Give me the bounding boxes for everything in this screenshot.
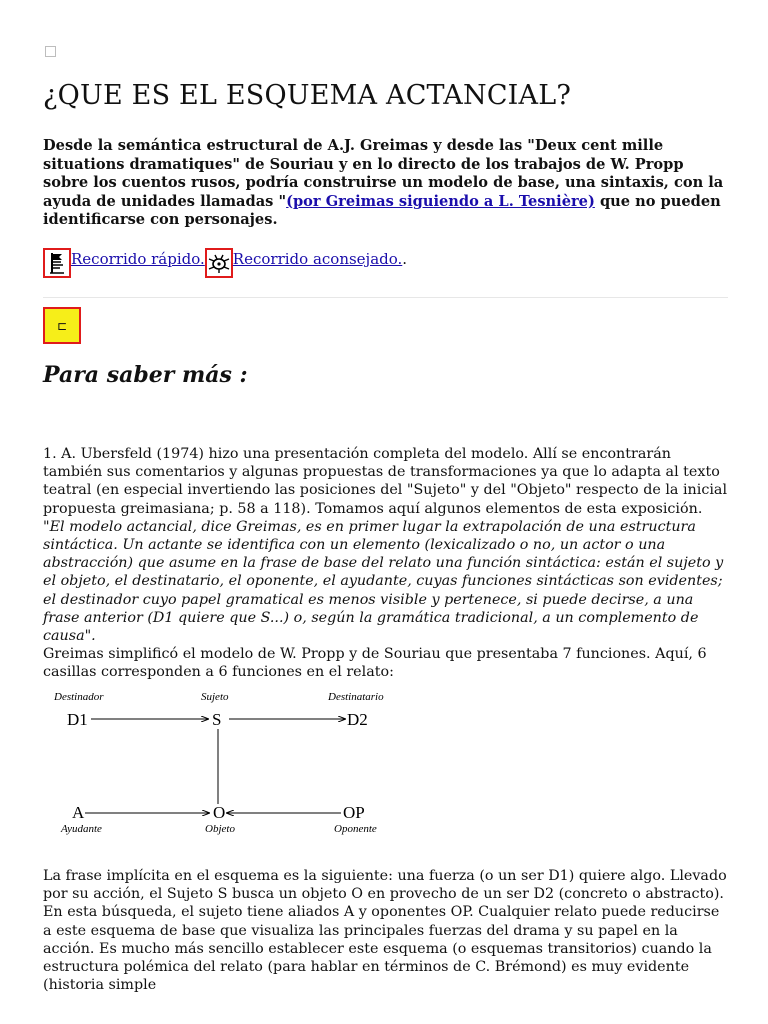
oponente-label: Oponente: [334, 823, 377, 835]
advised-route-link[interactable]: Recorrido aconsejado.: [232, 250, 403, 268]
paragraph-implicit-sentence: La frase implícita en el esquema es la siguiente: una fuerza (o un ser D1) quiere algo. Llevado por su acción, el Sujeto S busca un objeto O en provecho de un ser D2 (concreto o abstracto). En esta búsqueda, el sujeto tiene aliados A y oponentes OP. Cualquier relato puede reducirse a este esquema de base que visualiza las principales fuerzas del drama y su papel en la acción. Es mucho más sencillo establecer este esquema (o esquemas transitorios) cuando la estructura polémica del relato (para hablar en términos de C. Brémond) es muy evidente (historia simple: [43, 868, 727, 994]
intro-text-before: Desde la semántica estructural de A.J. Greimas y desde las "Deux cent mille situations dramatiques" de Souriau y en lo directo de los trabajos de W. Propp sobre los cuentos rusos, podría construirse un modelo de base, una sintaxis, con la ayuda de unidades llamadas ": [43, 137, 724, 210]
sujeto-label: Sujeto: [201, 691, 229, 703]
more-info-icon-glyph: ⊏: [56, 318, 68, 333]
divider: [43, 297, 728, 298]
ayudante-label: Ayudante: [61, 823, 102, 835]
destinatario-label: Destinatario: [328, 691, 384, 703]
page-title: ¿QUE ES EL ESQUEMA ACTANCIAL?: [43, 80, 572, 111]
a-node: A: [72, 803, 85, 822]
more-info-icon[interactable]: [43, 307, 81, 344]
section-subtitle: Para saber más :: [43, 362, 248, 388]
navigation-row: [43, 248, 407, 282]
intro-paragraph: [43, 137, 728, 230]
s-node: S: [212, 710, 222, 729]
tesniere-link[interactable]: (por Greimas siguiendo a L. Tesnière): [286, 192, 595, 210]
destinador-label: Destinador: [54, 691, 104, 703]
d2-node: D2: [347, 710, 368, 729]
advised-route-icon[interactable]: [205, 248, 233, 278]
quick-route-link[interactable]: Recorrido rápido.: [71, 250, 205, 268]
o-node: O: [213, 803, 226, 822]
broken-image-icon: [45, 46, 56, 57]
op-node: OP: [343, 803, 365, 822]
nav-trailing-period: .: [402, 250, 408, 268]
d1-node: D1: [67, 710, 88, 729]
objeto-label: Objeto: [205, 823, 235, 835]
greimas-quote: "El modelo actancial, dice Greimas, es en primer lugar la extrapolación de una estructura sintáctica. Un actante se identifica con un elemento (lexicalizado o no, un actor o una abstracción) que asume en la frase de base del relato una función sintáctica: están el sujeto y el objeto, el destinatario, el oponente, el ayudante, cuyas funciones sintácticas son evidentes; el destinador cuyo papel gramatical es menos visible y pertenece, si puede decirse, a una frase anterior (D1 quiere que S...) o, según la gramática tradicional, a un complemento de causa".: [43, 518, 724, 645]
actantial-schema-diagram: [43, 685, 403, 840]
paragraph-ubersfeld: [43, 445, 731, 682]
intro-text-after: que no pueden identificarse con personajes.: [43, 192, 721, 228]
quick-route-icon[interactable]: [43, 248, 71, 278]
paragraph-ubersfeld-text: 1. A. Ubersfeld (1974) hizo una presentación completa del modelo. Allí se encontrarán también sus comentarios y algunas propuestas de transformaciones ya que lo adapta al texto teatral (en especial invertiendo las posiciones del "Sujeto" y del "Objeto" respecto de la inicial propuesta greimasiana; p. 58 a 118). Tomamos aquí algunos elementos de esta exposición.: [43, 446, 728, 517]
paragraph-ubersfeld-end: Greimas simplificó el modelo de W. Propp y de Souriau que presentaba 7 funciones. Aquí, 6 casillas corresponden a 6 funciones en el relato:: [43, 646, 707, 681]
